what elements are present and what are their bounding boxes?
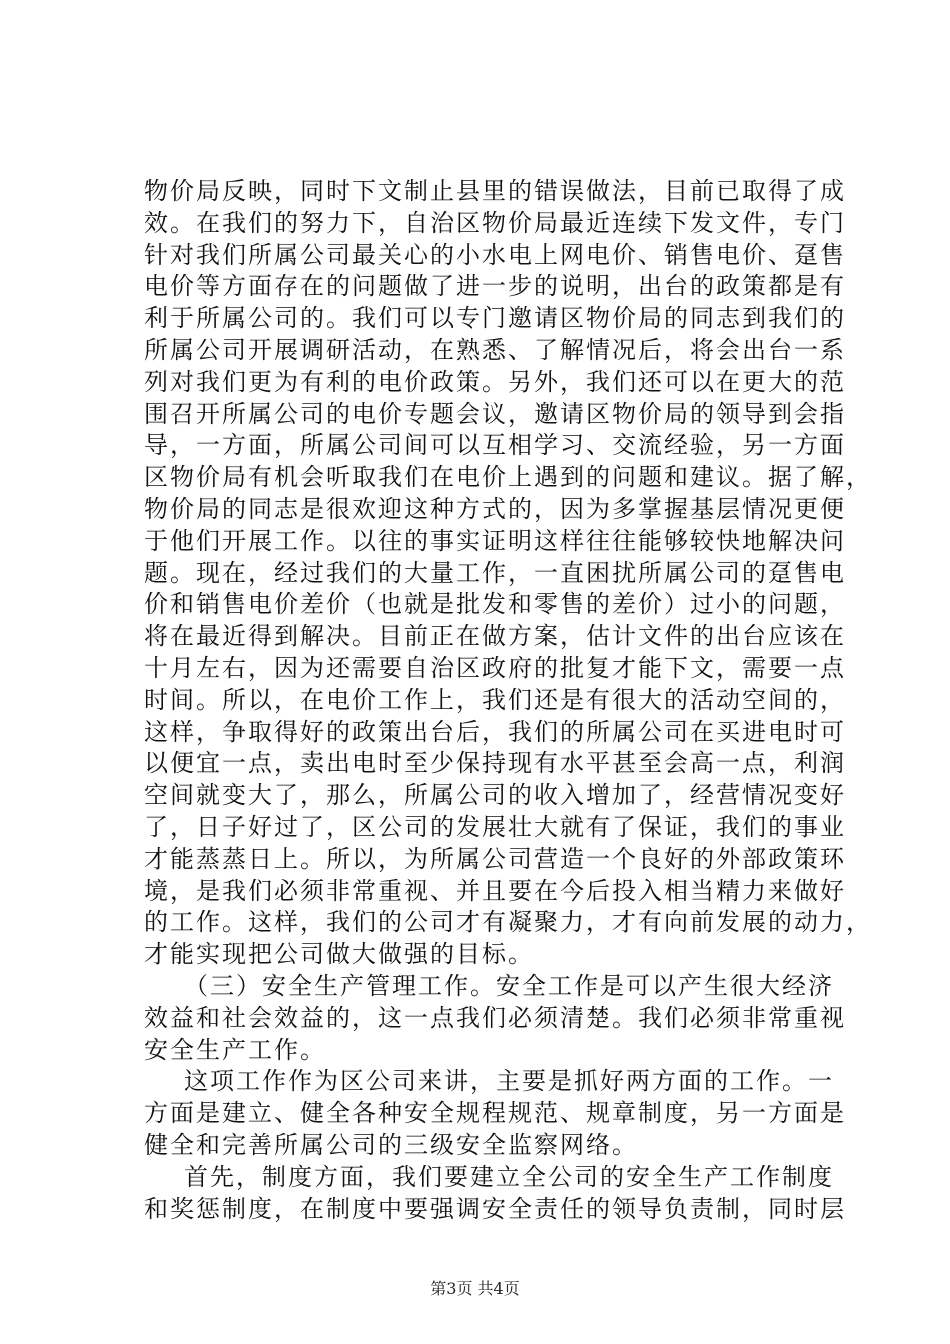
text-line: 十月左右，因为还需要自治区政府的批复才能下文，需要一点 [144, 653, 846, 682]
text-line: 这样，争取得好的政策出台后，我们的所属公司在买进电时可 [144, 717, 846, 746]
text-line: 区物价局有机会听取我们在电价上遇到的问题和建议。据了解， [144, 463, 872, 492]
text-line: 和奖惩制度，在制度中要强调安全责任的领导负责制，同时层 [144, 1194, 846, 1223]
text-line: 价和销售电价差价（也就是批发和零售的差价）过小的问题， [144, 590, 846, 619]
text-line-indented: 首先，制度方面，我们要建立全公司的安全生产工作制度 [184, 1162, 834, 1191]
page-footer: 第3页 共4页 [430, 1279, 520, 1298]
text-line: 效。在我们的努力下，自治区物价局最近连续下发文件，专门 [144, 208, 846, 237]
text-line: 空间就变大了，那么，所属公司的收入增加了，经营情况变好 [144, 781, 846, 810]
text-line: 才能蒸蒸日上。所以，为所属公司营造一个良好的外部政策环 [144, 844, 846, 873]
text-line: 才能实现把公司做大做强的目标。 [144, 940, 534, 969]
text-line: 安全生产工作。 [144, 1035, 326, 1064]
text-line-indented: （三）安全生产管理工作。安全工作是可以产生很大经济 [184, 971, 834, 1000]
text-line: 所属公司开展调研活动，在熟悉、了解情况后，将会出台一系 [144, 335, 846, 364]
text-line: 以便宜一点，卖出电时至少保持现有水平甚至会高一点，利润 [144, 749, 846, 778]
text-line: 时间。所以，在电价工作上，我们还是有很大的活动空间的， [144, 685, 846, 714]
text-line-indented: 这项工作作为区公司来讲，主要是抓好两方面的工作。一 [184, 1067, 834, 1096]
text-line: 方面是建立、健全各种安全规程规范、规章制度，另一方面是 [144, 1099, 846, 1128]
text-line: 导，一方面，所属公司间可以互相学习、交流经验，另一方面 [144, 431, 846, 460]
text-line: 列对我们更为有利的电价政策。另外，我们还可以在更大的范 [144, 367, 846, 396]
text-line: 效益和社会效益的，这一点我们必须清楚。我们必须非常重视 [144, 1003, 846, 1032]
text-line: 物价局的同志是很欢迎这种方式的，因为多掌握基层情况更便 [144, 494, 846, 523]
text-line: 利于所属公司的。我们可以专门邀请区物价局的同志到我们的 [144, 304, 846, 333]
text-line: 物价局反映，同时下文制止县里的错误做法，目前已取得了成 [144, 177, 846, 205]
text-line: 健全和完善所属公司的三级安全监察网络。 [144, 1130, 638, 1159]
text-line: 于他们开展工作。以往的事实证明这样往往能够较快地解决问 [144, 526, 846, 555]
text-line: 了，日子好过了，区公司的发展壮大就有了保证，我们的事业 [144, 812, 846, 841]
text-line: 电价等方面存在的问题做了进一步的说明，出台的政策都是有 [144, 272, 846, 301]
text-line: 境，是我们必须非常重视、并且要在今后投入相当精力来做好 [144, 876, 846, 905]
text-line: 题。现在，经过我们的大量工作，一直困扰所属公司的趸售电 [144, 558, 846, 587]
text-line: 针对我们所属公司最关心的小水电上网电价、销售电价、趸售 [144, 240, 846, 269]
text-line: 的工作。这样，我们的公司才有凝聚力，才有向前发展的动力， [144, 908, 872, 937]
body-text [144, 176, 872, 1225]
text-line: 将在最近得到解决。目前正在做方案，估计文件的出台应该在 [144, 622, 846, 651]
text-line: 围召开所属公司的电价专题会议，邀请区物价局的领导到会指 [144, 399, 846, 428]
